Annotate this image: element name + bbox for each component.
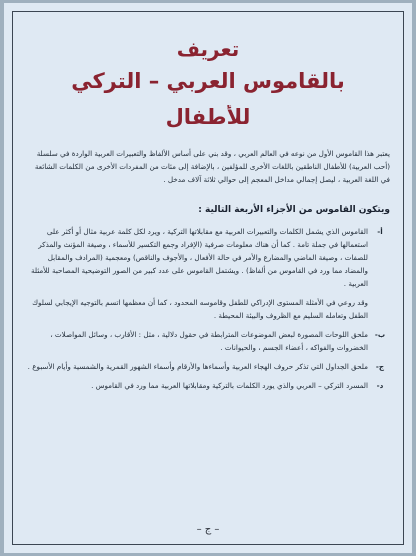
list-item	[26, 328, 390, 354]
item-text: ملحق اللوحات المصورة لبعض الموضوعات المترابطة في حقول دلالية ، مثل : الأقارب ، وسائل المواصلات ، الخضروات والفواكه ، أعضاء الجسم ، والحيوانات .	[50, 330, 368, 352]
item-text: المسرد التركي – العربي والذي يورد الكلمات بالتركية ومقابلاتها العربية مما ورد في القاموس .	[91, 381, 368, 390]
item-text: ملحق الجداول التي تذكر حروف الهجاء العربية وأسماءها والأرقام وأسماء الشهور القمرية والشمسية وأيام الأسبوع .	[27, 362, 368, 371]
intro-paragraph	[32, 147, 390, 186]
page-number: – ج –	[196, 524, 220, 535]
item-marker: د-	[376, 381, 384, 390]
list-item	[26, 296, 390, 322]
item-marker: ب-	[374, 330, 386, 339]
list-item	[26, 360, 390, 373]
parts-list	[26, 225, 390, 398]
title-line-3: للأطفال	[165, 105, 251, 129]
item-marker: أ-	[377, 227, 383, 236]
title-line-1: تعريف	[176, 37, 240, 61]
dictionary-page	[4, 3, 412, 553]
item-text: القاموس الذي يشمل الكلمات والتعبيرات العربية مع مقابلاتها التركية ، ويرد لكل كلمة عربية مثال أو أكثر على استعمالها في جملة تامة . كما أن هناك معلومات صرفية (الإفراد وجمع التكسير للأسماء ، وصيغة المؤنث والمذكر للصفات ، وصيغة الماضي والمضارع والأمر في حالة الأفعال ، والأجوف والناقص) ومعجمية (المرادف والمقابل والمضاد مما ورد في القاموس من ألفاظ) . ويشتمل القاموس على عدد كبير من الصور التوضيحية المصاحبة للأمثلة العربية .	[31, 227, 368, 288]
intro-text: يعتبر هذا القاموس الأول من نوعه في العالم العربي ، وقد بني على أساس الألفاظ والتعبيرات العربية الواردة في سلسلة (أحب العربية) للأطفال الناطقين باللغات الأخرى للمؤلفين ، بالإضافة إلى مئات من المفردات الأخرى من الكلمات الشائعة في اللغة العربية ، ليصل إجمالي مداخل المعجم إلى حوالي ثلاثة آلاف مدخل .	[34, 149, 390, 184]
title-line-2: بالقاموس العربي – التركي	[71, 69, 345, 93]
item-marker: ج-	[375, 362, 385, 371]
list-item	[26, 225, 390, 290]
list-item	[26, 379, 390, 392]
parts-heading: ويتكون القاموس من الأجزاء الأربعة التالية :	[198, 205, 390, 215]
item-text: وقد روعي في الأمثلة المستوى الإدراكي للطفل وقاموسه المحدود ، كما أن معظمها اتسم بالتوجيه الإيجابي لسلوك الطفل وتعامله السليم مع الظروف والبيئة المحيطة .	[32, 298, 368, 320]
